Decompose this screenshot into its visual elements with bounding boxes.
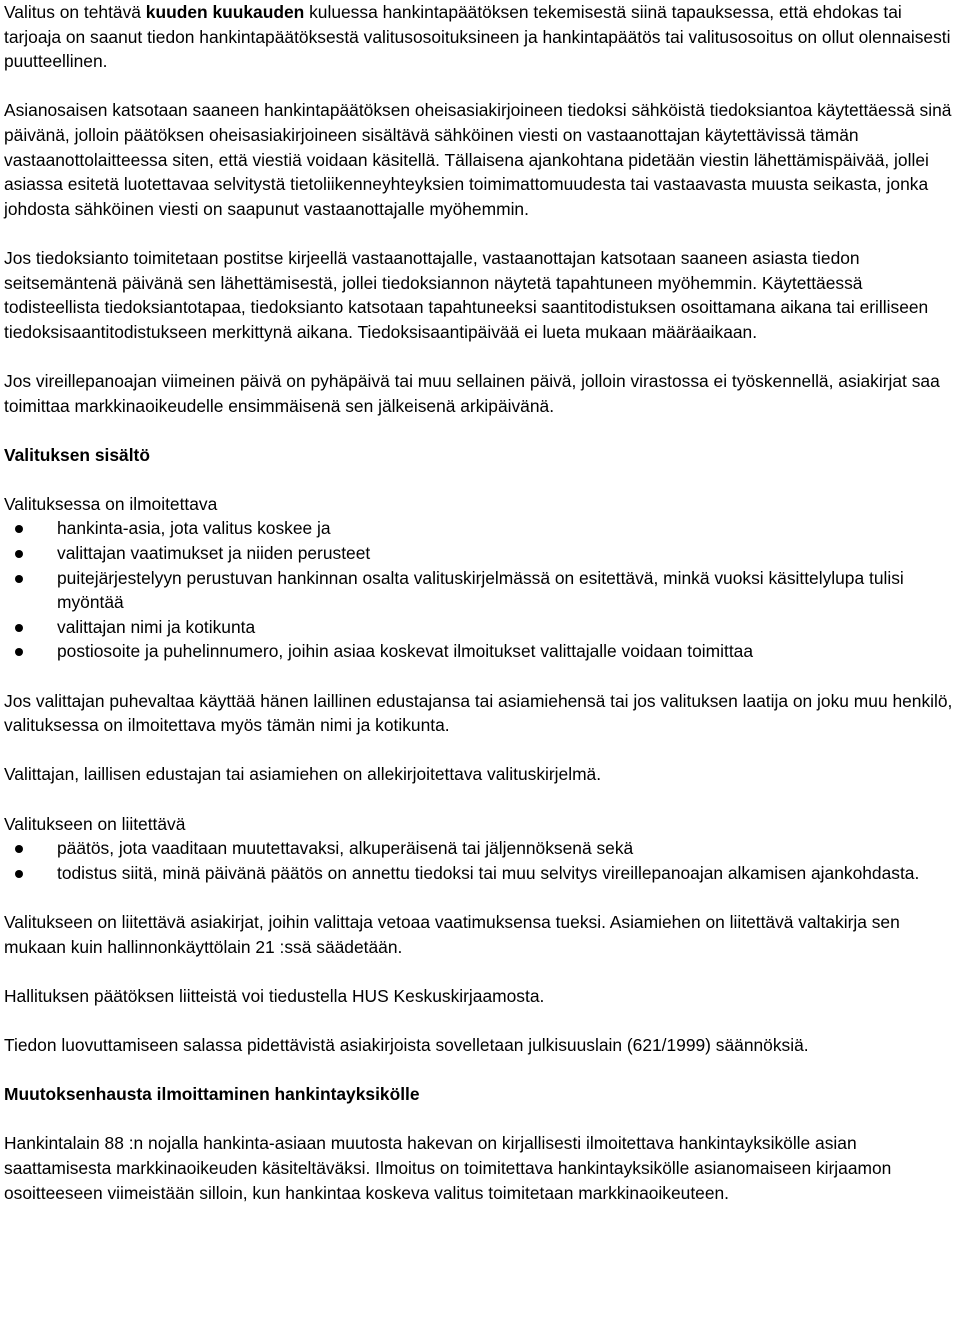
paragraph-confidentiality: Tiedon luovuttamiseen salassa pidettävistä asiakirjoista sovelletaan julkisuuslain (621/1999) säännöksiä. [4, 1034, 809, 1055]
list-item: valittajan nimi ja kotikunta [4, 615, 956, 640]
paragraph-representative: Jos valittajan puhevaltaa käyttää hänen laillinen edustajansa tai asiamiehensä tai jos valituksen laatija on joku muu henkilö, valituksessa on ilmoitettava myös tämän nimi ja kotikunta. [4, 690, 953, 736]
paragraph-supporting-documents: Valitukseen on liitettävä asiakirjat, joihin valittaja vetoaa vaatimuksensa tueksi. Asiamiehen on liitettävä valtakirja sen mukaan kuin hallinnonkäyttölain 21 :ssä säädetään. [4, 911, 900, 957]
bullet-icon [15, 648, 23, 656]
bullet-icon [15, 525, 23, 533]
bold-phrase: kuuden kuukauden [145, 2, 305, 22]
bullet-icon [15, 845, 23, 853]
bullet-icon [15, 870, 23, 878]
list-item: todistus siitä, minä päivänä päätös on annettu tiedoksi tai muu selvitys vireillepanoajan alkamisen ajankohdasta. [4, 861, 956, 886]
appeal-items-list [4, 516, 956, 664]
bullet-icon [15, 624, 23, 632]
list-item: valittajan vaatimukset ja niiden perusteet [4, 541, 956, 566]
paragraph-electronic-notice: Asianosaisen katsotaan saaneen hankintapäätöksen oheisasiakirjoineen tiedoksi sähköistä tiedoksiantoa käytettäessä sinä päivänä, jolloin päätöksen oheisasiakirjoineen sisältävä sähköinen viesti on vastaanottajan käytettävissä tämän vastaanottolaitteessa siten, että viestiä voidaan käsitellä. Tällaisena ajankohtana pidetään viestin lähettämispäivää, jollei asiassa esitetä luotettavaa selvitystä tietoliikenneyhteyksien toimimattomuudesta tai vastaavasta muusta seikasta, jonka johdosta sähköinen viesti on saapunut vastaanottajalle myöhemmin. [4, 100, 952, 219]
list-intro-appeal-items: Valituksessa on ilmoitettava [4, 493, 218, 514]
list-item: puitejärjestelyyn perustuvan hankinnan osalta valituskirjelmässä on esitettävä, minkä vuoksi käsittelylupa tulisi myöntää [4, 566, 956, 615]
paragraph-signature: Valittajan, laillisen edustajan tai asiamiehen on allekirjoitettava valituskirjelmä. [4, 764, 602, 785]
bullet-icon [15, 550, 23, 558]
paragraph-appeal-deadline: Valitus on tehtävä kuuden kuukauden kuluessa hankintapäätöksen tekemisestä siinä tapauksessa, että ehdokas tai tarjoaja on saanut tiedon hankintapäätöksestä valitusosoituksineen ja hankintapäätös tai valitusosoitus on ollut olennaisesti puutteellinen. [4, 2, 951, 72]
attachments-list [4, 836, 956, 885]
paragraph-registry-inquiry: Hallituksen päätöksen liitteistä voi tiedustella HUS Keskuskirjaamosta. [4, 985, 545, 1006]
bullet-icon [15, 575, 23, 583]
list-item: postiosoite ja puhelinnumero, joihin asiaa koskevat ilmoitukset valittajalle voidaan toimittaa [4, 639, 956, 664]
section-heading-notification: Muutoksenhausta ilmoittaminen hankintayksikölle [4, 1084, 420, 1105]
section-heading-appeal-content: Valituksen sisältö [4, 444, 150, 465]
document-page [4, 0, 956, 1205]
paragraph-notification-rule: Hankintalain 88 :n nojalla hankinta-asiaan muutosta hakevan on kirjallisesti ilmoitettava hankintayksikölle asian saattamisesta markkinaoikeuden käsiteltäväksi. Ilmoitus on toimitettava hankintayksikölle asianomaiseen kirjaamon osoitteeseen viimeistään silloin, kun hankintaa koskeva valitus toimitetaan markkinaoikeuteen. [4, 1133, 892, 1203]
paragraph-postal-notice: Jos tiedoksianto toimitetaan postitse kirjeellä vastaanottajalle, vastaanottajan katsotaan saaneen asiasta tiedon seitsemäntenä päivänä sen lähettämisestä, jollei tiedoksiannon näytetä tapahtuneen myöhemmin. Käytettäessä todisteellista tiedoksiantotapaa, tiedoksianto katsotaan tapahtuneeksi saantitodistuksen osoittamana aikana tai erilliseen tiedoksisaantitodistukseen merkittynä aikana. Tiedoksisaantipäivää ei lueta mukaan määräaikaan. [4, 247, 929, 342]
list-item: hankinta-asia, jota valitus koskee ja [4, 516, 956, 541]
list-item: päätös, jota vaaditaan muutettavaksi, alkuperäisenä tai jäljennöksenä sekä [4, 836, 956, 861]
paragraph-holiday-rule: Jos vireillepanoajan viimeinen päivä on pyhäpäivä tai muu sellainen päivä, jolloin virastossa ei työskennellä, asiakirjat saa toimittaa markkinaoikeudelle ensimmäisenä sen jälkeisenä arkipäivänä. [4, 370, 940, 416]
list-intro-attachments: Valitukseen on liitettävä [4, 813, 186, 834]
